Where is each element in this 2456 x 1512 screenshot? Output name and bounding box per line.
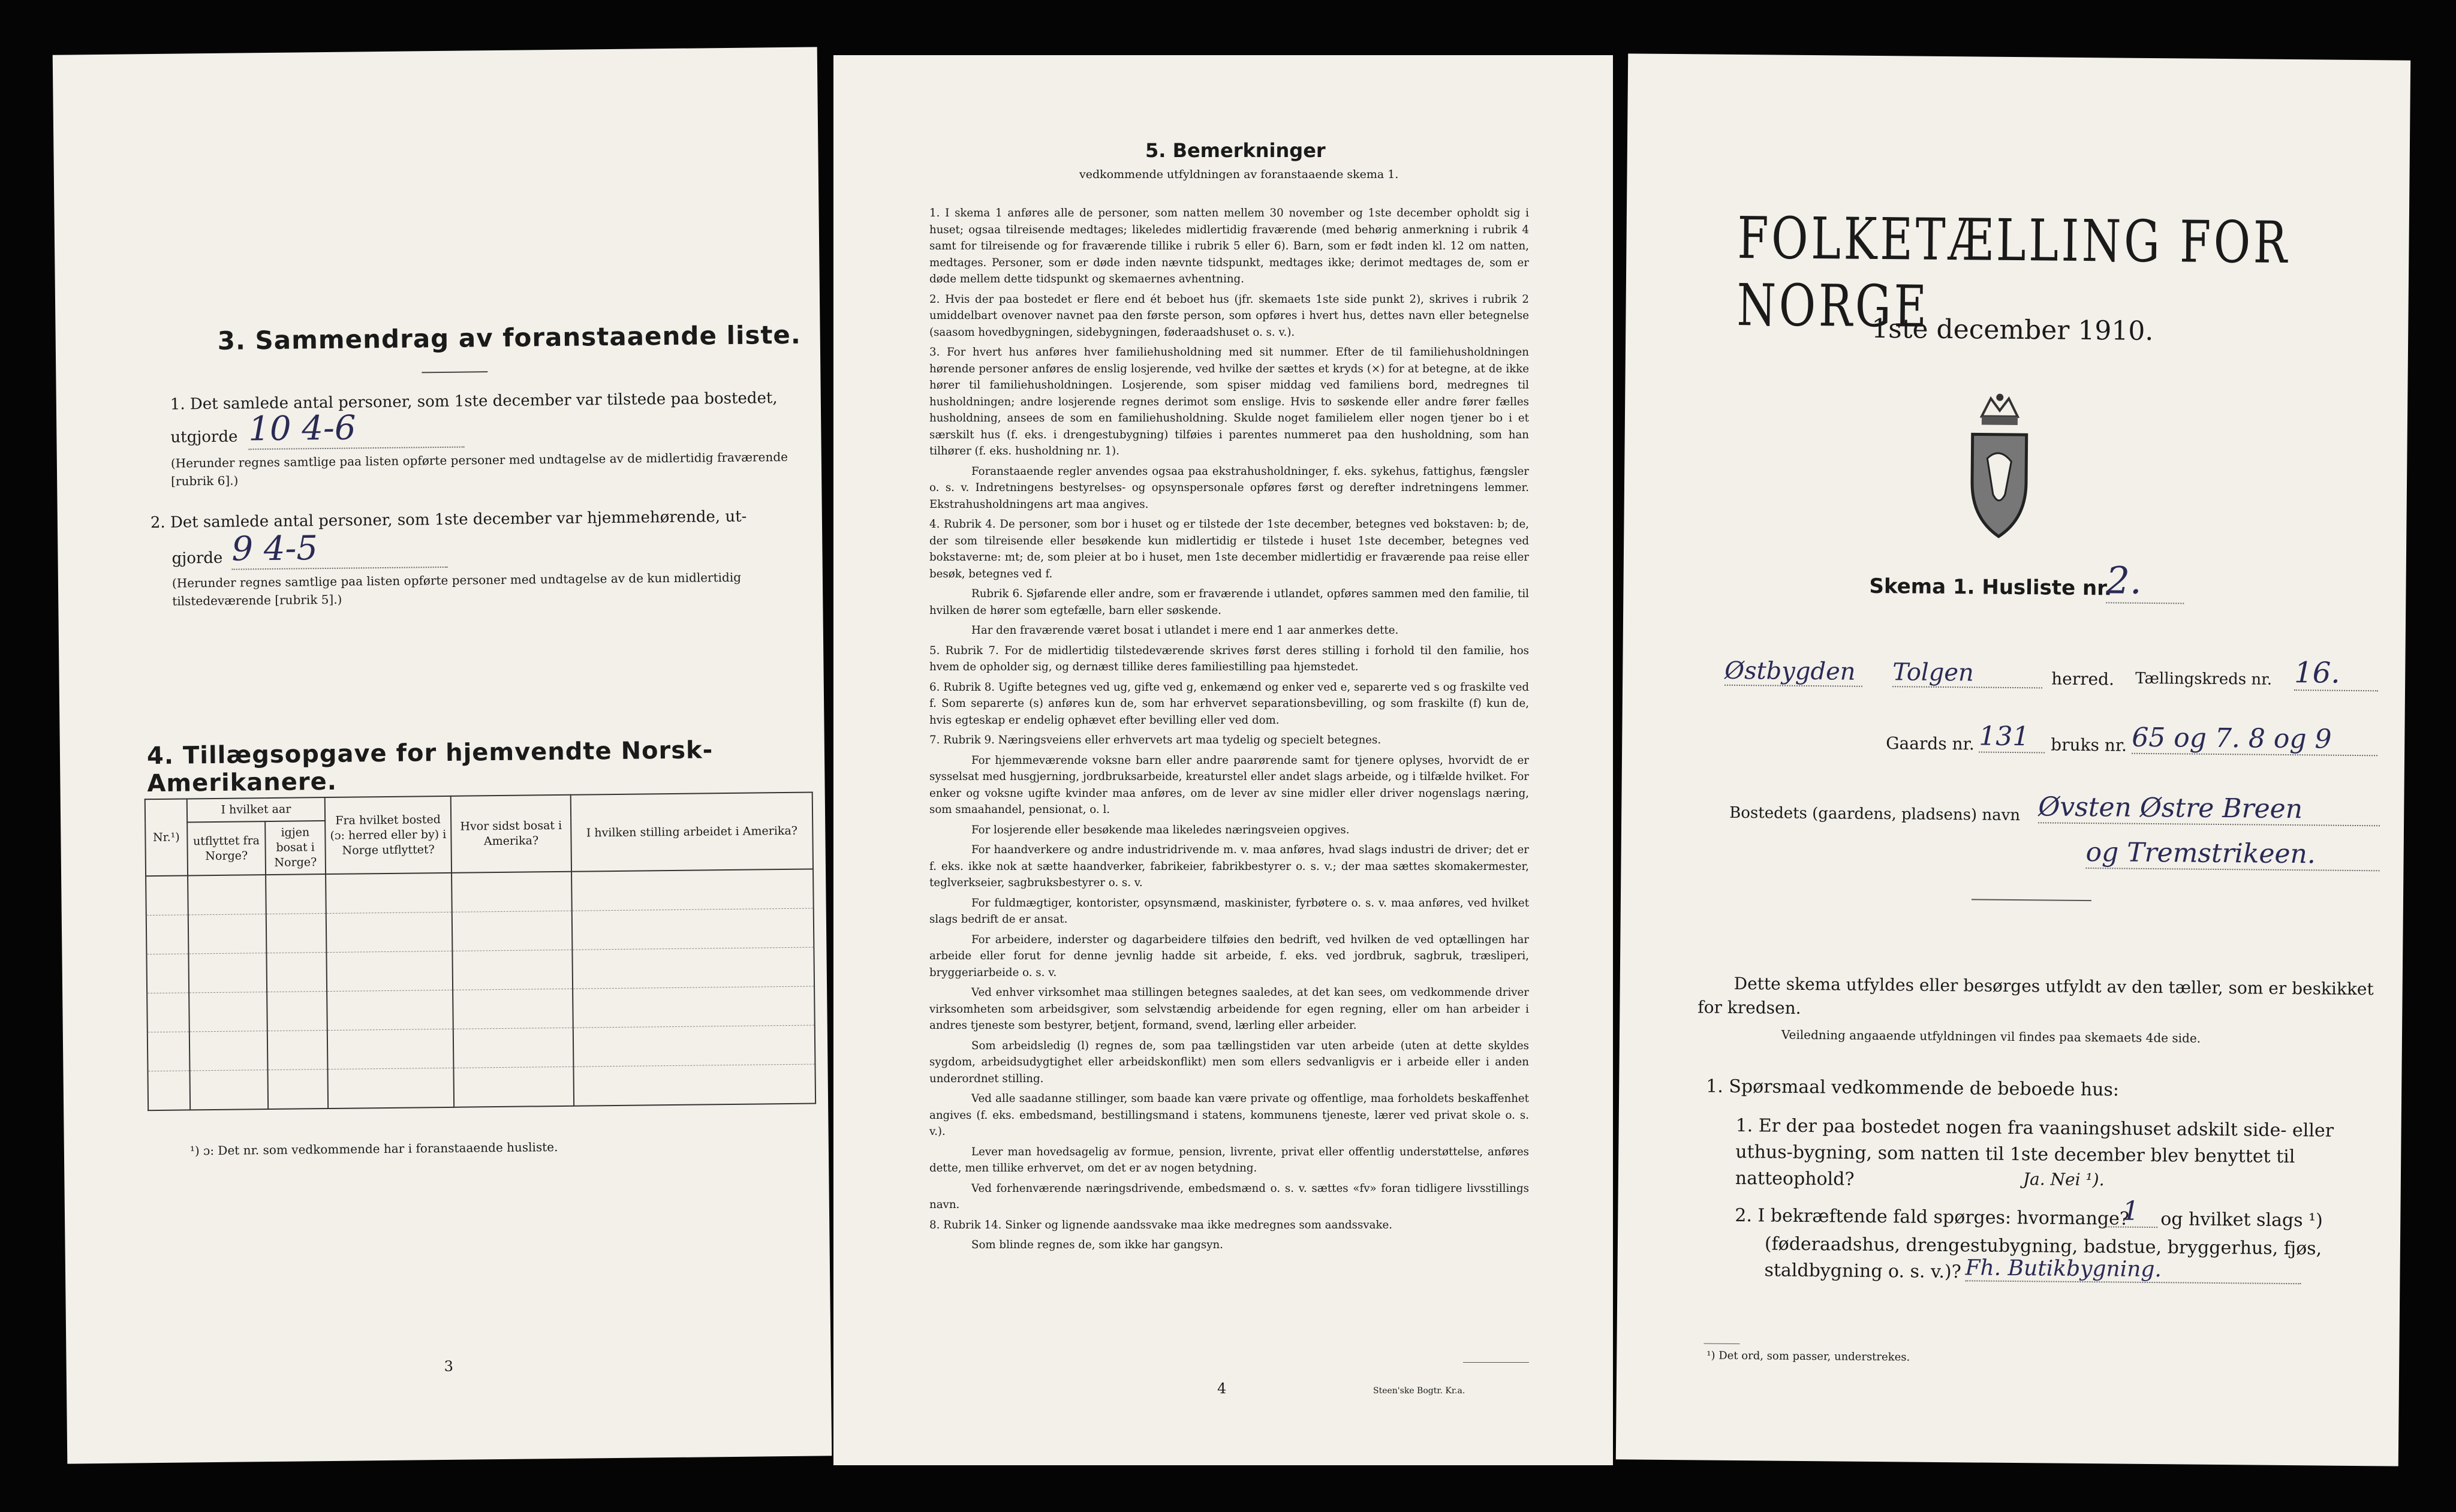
remark-3b: Foranstaaende regler anvendes ogsaa paa ekstrahusholdninger, f. eks. sykehus, fattighus, fængsler o. s. v. Indretningens bestyrelses- og opsynspersonale opføres først og derefter indretningens lemmer. Ekstrahusholdningens art maa angives. [929,465,1529,511]
ornament-divider [1972,899,2091,901]
remark-4c: Har den fraværende været bosat i utlandet i mere end 1 aar anmerkes dette. [971,624,1399,637]
remark-3: 3. For hvert hus anføres hver familiehusholdning med sit nummer. Efter de til familiehusholdningen hørende personer anføres de enslig losjerende, ved hvilke der sættes et kryds (×) for at betegne, at de ikke hører til familiehusholdningen. Losjerende, som spiser middag ved familiens bord, medregnes til husholdningen; andre losjerende regnes derimot som enslige. Hvis to søskende eller andre fører fælles husholdning, ansees de som en familiehusholdning. Skulde noget familielem eller nogen tjener bo i et særskilt hus (f. eks. i drengestubygning) tilføies i parentes nummeret paa den husholdning, som han tilhører (f. eks. husholdning nr. 1). [929,346,1529,457]
s3-item1-label: utgjorde [170,427,238,447]
table-footnote: ¹) ɔ: Det nr. som vedkommende har i foranstaaende husliste. [189,1140,558,1158]
page-left [53,47,832,1463]
remark-7k: Ved forhenværende næringsdrivende, embedsmænd o. s. v. sættes «fv» foran tidligere livsstillings navn. [929,1182,1529,1211]
s3-item1-text: 1. Det samlede antal personer, som 1ste december var tilstede paa bostedet, [170,389,778,414]
remark-7d: For haandverkere og andre industridrivende m. v. maa anføres, hvad slags industri de driver; det er f. eks. ikke nok at sætte haandverker, fabrikeier, fabrikbestyrer o. s. v.; der maa sættes skomakermester, teglverkseier, sagbruksbestyrer o. s. v. [929,844,1529,889]
question-2-count: 1 [2103,1195,2157,1228]
s3-item2-note: (Herunder regnes samtlige paa listen opførte personer med undtagelse av de kun midlertidig tilstedeværende [rubrik 5].) [171,570,742,609]
table-row [148,1064,815,1110]
page-number-left: 3 [444,1357,454,1375]
fill-note: Dette skema utfyldes eller besørges utfyldt av den tæller, som er beskikket for kredsen. [1697,973,2374,1018]
col-nr: Nr.¹) [145,799,188,876]
col-fra-hvilket-bosted: Fra hvilket bosted (ɔ: herred eller by) i Norge utflyttet? [325,796,452,874]
divider [422,371,487,373]
remark-1: 1. I skema 1 anføres alle de personer, som natten mellem 30 november og 1ste december opholdt sig i huset; ogsaa tilreisende medtages; likeledes midlertidig fraværende (med behørig anmerkning i rubrik 4 samt for tilreisende og for fraværende tillike i rubrik 5 eller 6). Barn, som er født inden kl. 12 om natten, medtages. Personer, som er døde inden nævnte tidspunkt, medtages ikke; derimot medtages de, som er døde mellem dette tidspunkt og skemaernes avhentning. [929,207,1529,285]
question-heading: 1. Spørsmaal vedkommende de beboede hus: [1706,1076,2120,1101]
question-2-a: 2. I bekræftende fald spørges: hvormange? [1735,1204,2130,1230]
remark-8b: Som blinde regnes de, som ikke har gangsyn. [971,1239,1223,1251]
remark-7c: For losjerende eller besøkende maa likeledes næringsveien opgives. [971,823,1350,836]
table-row [147,986,815,1032]
s3-item2-label: gjorde [171,549,223,568]
col-hvor-sidst-bosat: Hvor sidst bosat i Amerika? [451,795,571,873]
question-2-c: (føderaadshus, drengestubygning, badstue, bryggerhus, fjøs, staldbygning o. s. v.)? [1764,1233,2322,1283]
guide-note: Veiledning angaaende utfyldningen vil findes paa skemaets 4de side. [1781,1027,2201,1046]
page-right [1616,53,2410,1466]
bosted-value-1: Øvsten Østre Breen [2038,791,2380,826]
s3-item2-value: 9 4-5 [231,528,448,570]
remark-7j: Lever man hovedsagelig av formue, pension, livrente, privat eller offentlig understøttelse, anføres dette, men tillike erhvervet, om det er av nogen betydning. [929,1145,1529,1174]
kreds-label: Tællingskreds nr. [2135,669,2273,689]
returnee-table [145,792,816,1112]
rule [1463,1362,1529,1363]
remark-4: 4. Rubrik 4. De personer, som bor i huset og er tilstede der 1ste december, betegnes ved bokstaven: b; de, der som tilreisende eller besøkende kun midlertidig er tilstede i huset 1ste december, betegnes ved bokstaverne: mt; de, som pleier at bo i huset, men 1ste december midlertidig er fraværende paa reise eller besøk, betegnes ved f. [929,518,1529,580]
table-row [146,947,814,993]
herred-value-a: Østbygden [1724,657,1862,687]
remark-7g: Ved enhver virksomhet maa stillingen betegnes saaledes, at det kan sees, om vedkommende driver virksomheten som arbeidsgiver, som selvstændig arbeidende for egen regning, eller om han arbeider i andres tjeneste som bestyrer, betjent, formand, svend, lærling eller arbeider. [929,986,1529,1032]
printer-imprint: Steen'ske Bogtr. Kr.a. [1373,1386,1465,1396]
herred-label: herred. [2051,668,2115,689]
footnote: ¹) Det ord, som passer, understrekes. [1706,1349,1910,1364]
s3-item1-value: 10 4-6 [248,408,465,450]
page-number-mid: 4 [1217,1380,1227,1397]
s3-item2-text: 2. Det samlede antal personer, som 1ste december var hjemmehørende, ut- [150,507,747,532]
remarks-list [929,205,1529,1257]
col-i-hvilken-stilling: I hvilken stilling arbeidet i Amerika? [571,793,813,872]
col-i-hvilket-aar: I hvilket aar [187,797,325,822]
question-2-answer: Fh. Butikbygning. [1965,1255,2301,1284]
remark-4b: Rubrik 6. Sjøfarende eller andre, som er fraværende i utlandet, opføres sammen med den familie, til hvilken de hører som egtefælle, barn eller søskende. [929,588,1529,617]
remark-2: 2. Hvis der paa bostedet er flere end ét beboet hus (jfr. skemaets 1ste side punkt 2), skrives i rubrik 2 umiddelbart ovenover navnet paa den første person, som opføres i hvert hus, dettes navn eller betegnelse (saasom hovedbygningen, sidebygningen, føderaadshuset o. s. v.). [929,293,1529,339]
herred-value-b: Tolgen [1892,658,2042,688]
rule [1703,1344,1739,1345]
remark-7e: For fuldmægtiger, kontorister, opsynsmænd, maskinister, fyrbøtere o. s. v. maa anføres, ved hvilket slags bedrift de er ansat. [929,896,1529,926]
remark-7b: For hjemmeværende voksne barn eller andre paarørende samt for tjenere oplyses, hvorvidt de er sysselsat med husgjerning, jordbruksarbeide, kreaturstel eller andet slags arbeide, og i tilfælde hvilket. For enker og voksne ugifte kvinder maa anføres, om de lever av sine midler eller driver nogenslags næring, som smaahandel, pensionat, o. l. [929,754,1529,816]
s3-item1-note: (Herunder regnes samtlige paa listen opførte personer med undtagelse av de midlertidig fraværende [rubrik 6].) [170,449,788,489]
bruks-label: bruks nr. [2051,734,2127,755]
remarks-title: 5. Bemerkninger [1145,139,1326,162]
remarks-subtitle: vedkommende utfyldningen av foranstaaende skema 1. [1079,168,1399,181]
page-mid [833,55,1613,1465]
census-title: FOLKETÆLLING FOR NORGE [1736,204,2291,341]
table-row [146,869,814,915]
col-utflyttet: utflyttet fra Norge? [187,821,266,875]
remark-5: 5. Rubrik 7. For de midlertidig tilstedeværende skrives først deres stilling i forhold til den familie, hos hvem de opholder sig, og dernæst tillike deres familiestilling paa hjemstedet. [929,644,1529,673]
gaards-label: Gaards nr. [1886,733,1975,754]
col-igjen-bosat: igjen bosat i Norge? [265,821,326,875]
remark-8: 8. Rubrik 14. Sinker og lignende aandssvake maa ikke medregnes som aandssvake. [929,1218,1393,1231]
question-1: 1. Er der paa bostedet nogen fra vaaningshuset adskilt side- eller uthus-bygning, som natten til 1ste december blev benyttet til natteophold? [1735,1115,2334,1190]
bruks-value: 65 og 7. 8 og 9 [2132,722,2377,757]
remark-7h: Som arbeidsledig (l) regnes de, som paa tællingstiden var uten arbeide (uten at dette skyldes sygdom, arbeidsudygtighet eller arbeidskonflikt) men som ellers sedvanligvis er i arbeide eller i anden underordnet stilling. [929,1039,1529,1085]
skema-label: Skema 1. Husliste nr. [1869,574,2112,601]
question-1-answer: Ja. Nei ¹). [2022,1169,2105,1190]
census-date: 1ste december 1910. [1871,313,2154,347]
gaards-value: 131 [1979,721,2045,754]
bosted-label: Bostedets (gaardens, pladsens) navn [1729,803,2021,825]
kreds-value: 16. [2294,656,2379,691]
remark-7: 7. Rubrik 9. Næringsveiens eller erhvervets art maa tydelig og specielt betegnes. [929,734,1382,746]
question-2-b: og hvilket slags ¹) [2160,1209,2323,1231]
remark-7i: Ved alle saadanne stillinger, som baade kan være private og offentlige, maa forholdets beskaffenhet angives (f. eks. embedsmand, bestillingsmand i statens, kommunens tjeneste, lærer ved privat skole o. s. v.). [929,1092,1529,1138]
coat-of-arms-icon [1963,392,2036,545]
remark-7f: For arbeidere, inderster og dagarbeidere tilføies den bedrift, ved hvilken de ved optællingen har arbeide eller forut for denne jevnlig hadde sit arbeide, f. eks. ved jordbruk, sagbruk, træsliperi, bryggeriarbeide o. s. v. [929,933,1529,979]
skema-value: 2. [2106,558,2184,604]
table-row [146,908,814,954]
section-4-title: 4. Tillægsopgave for hjemvendte Norsk-Amerikanere. [146,736,714,798]
bosted-value-2: og Tremstrikeen. [2085,837,2379,871]
table-row [148,1025,815,1071]
remark-6: 6. Rubrik 8. Ugifte betegnes ved ug, gifte ved g, enkemænd og enker ved e, separerte ved s og fraskilte ved f. Som separerte (s) anføres kun de, som har erhvervet separationsbevilling, og som fraskilte (f) kun de, hvis egteskap er endelig ophævet efter bevilling eller ved dom. [929,680,1529,727]
section-3-title: 3. Sammendrag av foranstaaende liste. [217,320,802,356]
